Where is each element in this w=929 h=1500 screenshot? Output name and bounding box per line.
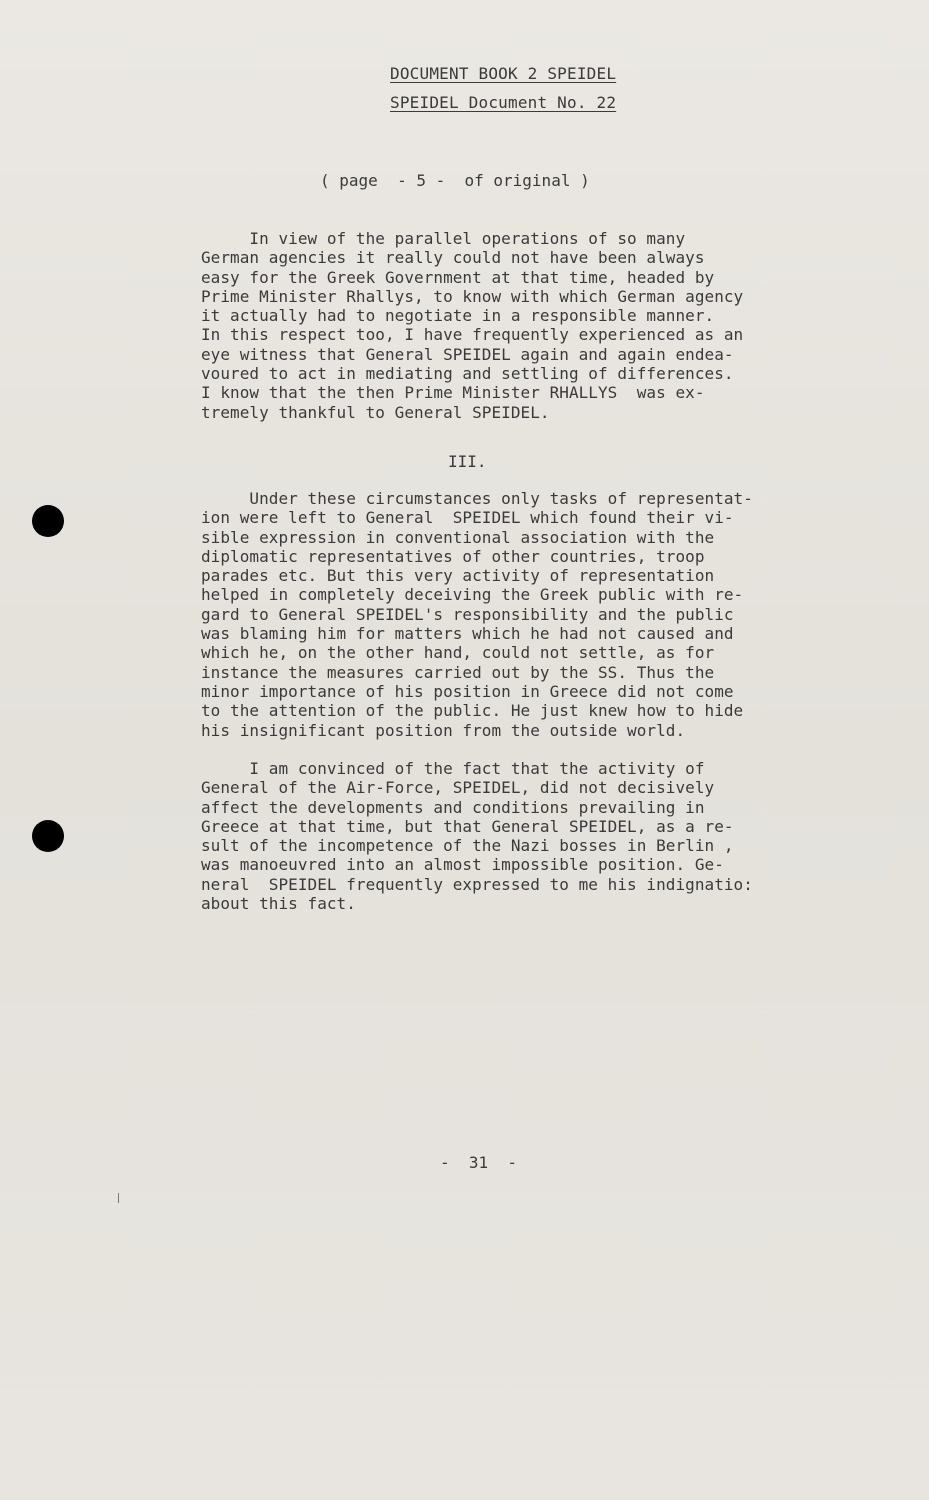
- document-book-heading: DOCUMENT BOOK 2 SPEIDEL: [390, 64, 617, 83]
- page-number: - 31 -: [440, 1153, 518, 1172]
- document-number-heading: SPEIDEL Document No. 22: [390, 93, 617, 112]
- paragraph-conviction: I am convinced of the fact that the activity of General of the Air-Force, SPEIDEL, did not decisively affect the developments and conditions prevailing in Greece at that time, but that General SPEIDEL, as a re- sult of the incompetence of the Nazi bosses in Berlin , was manoeuvred into an almost impossible position. Ge- neral SPEIDEL frequently expressed to me his indignatio: about this fact.: [201, 759, 753, 914]
- punch-hole-bottom: [32, 820, 64, 852]
- section-numeral: III.: [448, 452, 487, 471]
- punch-hole-top: [32, 505, 64, 537]
- margin-mark: [118, 1193, 119, 1203]
- paragraph-parallel-operations: In view of the parallel operations of so many German agencies it really could not have been always easy for the Greek Government at that time, headed by Prime Minister Rhallys, to know with which German agency it actually had to negotiate in a responsible manner. In this respect too, I have frequently experienced as an eye witness that General SPEIDEL again and again endea- voured to act in mediating and settling of differences. I know that the then Prime Minister RHALLYS was ex- tremely thankful to General SPEIDEL.: [201, 229, 744, 422]
- original-page-reference: ( page - 5 - of original ): [320, 171, 590, 190]
- paragraph-representation-tasks: Under these circumstances only tasks of representat- ion were left to General SPEIDEL which found their vi- sible expression in conventional association with the diplomatic representatives of other countries, troop parades etc. But this very activity of representation helped in completely deceiving the Greek public with re- gard to General SPEIDEL's responsibility and the public was blaming him for matters which he had not caused and which he, on the other hand, could not settle, as for instance the measures carried out by the SS. Thus the minor importance of his position in Greece did not come to the attention of the public. He just knew how to hide his insignificant position from the outside world.: [201, 489, 753, 740]
